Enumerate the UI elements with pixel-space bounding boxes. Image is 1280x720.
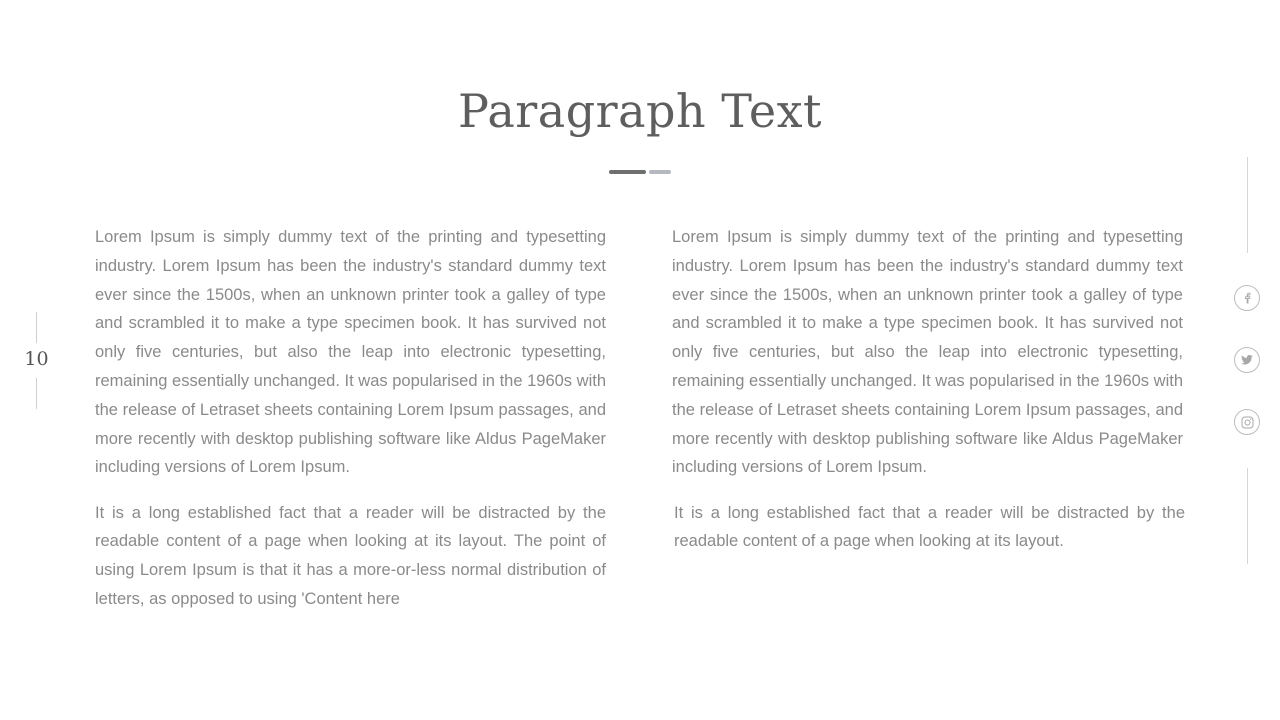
page-number-divider-top (36, 312, 37, 343)
page-title: Paragraph Text (457, 84, 823, 138)
left-paragraph-2: It is a long established fact that a reader will be distracted by the readable content of a page when looking at its layout. The point of using Lorem Ipsum is that it has a more-or-less normal distribution of letters, as opposed to using 'Content here (95, 503, 606, 609)
instagram-icon (1241, 416, 1254, 429)
right-paragraph-2: It is a long established fact that a reader will be distracted by the readable content of a page when looking at its layout. (674, 503, 1185, 551)
right-paragraph-1: Lorem Ipsum is simply dummy text of the printing and typesetting industry. Lorem Ipsum has been the industry's standard dummy text ever since the 1500s, when an unknown printer took a galley of type and scrambled it to make a type specimen book. It has survived not only five centuries, but also the leap into electronic typesetting, remaining essentially unchanged. It was popularised in the 1960s with the release of Letraset sheets containing Lorem Ipsum passages, and more recently with desktop publishing software like Aldus PageMaker including versions of Lorem Ipsum. (672, 228, 1183, 477)
left-text-column (95, 223, 606, 630)
facebook-button[interactable] (1234, 285, 1260, 311)
right-text-column (672, 223, 1183, 573)
page-number-divider-bottom (36, 378, 37, 409)
left-paragraph-1: Lorem Ipsum is simply dummy text of the printing and typesetting industry. Lorem Ipsum has been the industry's standard dummy text ever since the 1500s, when an unknown printer took a galley of type and scrambled it to make a type specimen book. It has survived not only five centuries, but also the leap into electronic typesetting, remaining essentially unchanged. It was popularised in the 1960s with the release of Letraset sheets containing Lorem Ipsum passages, and more recently with desktop publishing software like Aldus PageMaker including versions of Lorem Ipsum. (95, 228, 606, 477)
twitter-button[interactable] (1234, 347, 1260, 373)
title-underline-dark (609, 170, 646, 174)
social-rail-line-bottom (1247, 468, 1248, 564)
title-underline-light (649, 170, 671, 174)
page-number: 10 (24, 348, 49, 370)
social-rail-line-top (1247, 157, 1248, 253)
facebook-icon (1241, 292, 1253, 304)
instagram-button[interactable] (1234, 409, 1260, 435)
twitter-icon (1240, 354, 1254, 366)
